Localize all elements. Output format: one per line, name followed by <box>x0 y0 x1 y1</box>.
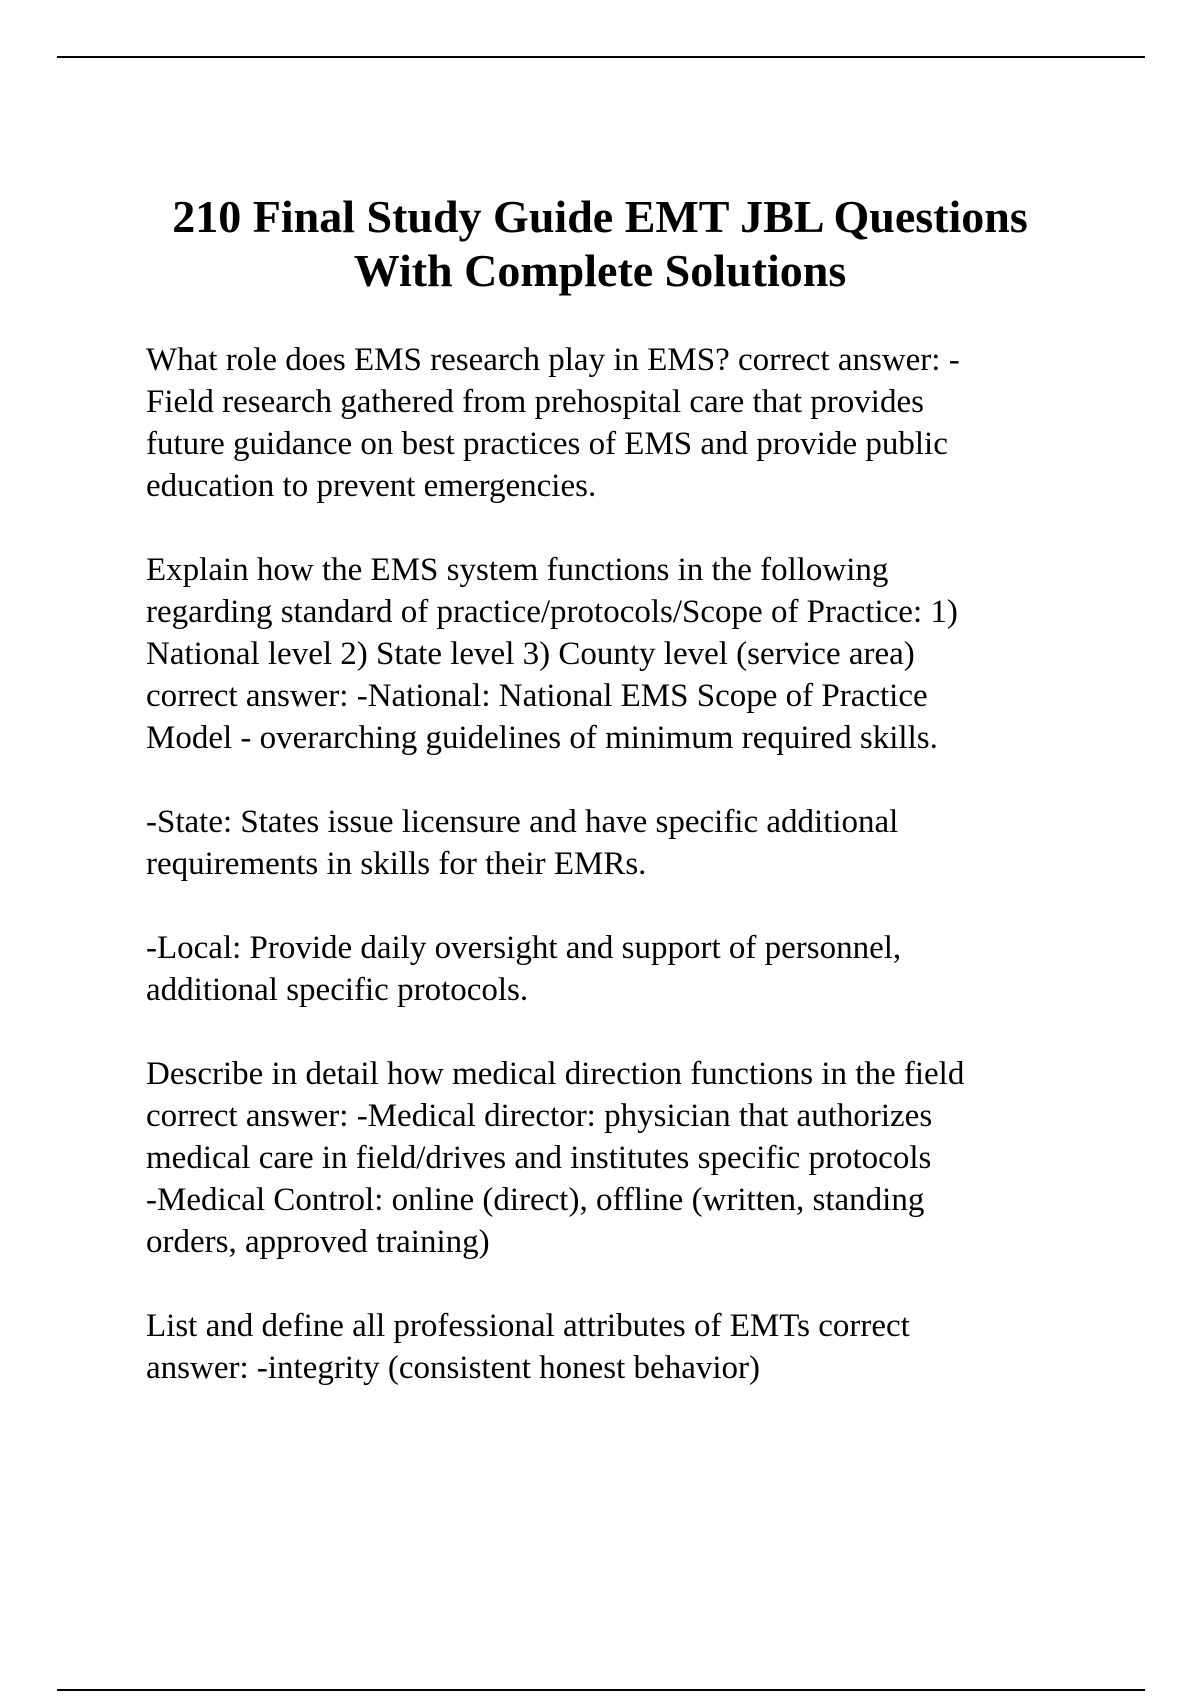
text-line: correct answer: -Medical director: physician that authorizes <box>146 1098 933 1134</box>
paragraph-ems-research <box>146 339 1106 507</box>
title-line: With Complete Solutions <box>353 245 847 296</box>
text-line: Explain how the EMS system functions in the following <box>146 552 889 588</box>
text-line: What role does EMS research play in EMS? correct answer: - <box>146 342 960 378</box>
text-line: medical care in field/drives and institutes specific protocols <box>146 1140 932 1176</box>
text-line: -Local: Provide daily oversight and support of personnel, <box>146 930 902 966</box>
text-line: additional specific protocols. <box>146 972 529 1008</box>
text-line: Field research gathered from prehospital care that provides <box>146 384 924 420</box>
paragraph-ems-system-levels <box>146 549 1106 759</box>
paragraph-professional-attributes <box>146 1305 1106 1389</box>
text-line: answer: -integrity (consistent honest behavior) <box>146 1350 760 1386</box>
text-line: future guidance on best practices of EMS and provide public <box>146 426 948 462</box>
paragraph-local <box>146 927 1106 1011</box>
paragraph-state <box>146 801 1106 885</box>
text-line: Model - overarching guidelines of minimum required skills. <box>146 720 938 756</box>
bottom-rule <box>57 1689 1145 1691</box>
top-rule <box>57 56 1145 58</box>
document-title <box>100 190 1100 298</box>
text-line: Describe in detail how medical direction functions in the field <box>146 1056 965 1092</box>
text-line: education to prevent emergencies. <box>146 468 597 504</box>
text-line: List and define all professional attributes of EMTs correct <box>146 1308 910 1344</box>
paragraph-medical-direction <box>146 1053 1106 1263</box>
text-line: correct answer: -National: National EMS Scope of Practice <box>146 678 928 714</box>
text-line: -Medical Control: online (direct), offline (written, standing <box>146 1182 925 1218</box>
text-line: National level 2) State level 3) County level (service area) <box>146 636 915 672</box>
title-line: 210 Final Study Guide EMT JBL Questions <box>172 191 1028 242</box>
text-line: orders, approved training) <box>146 1224 490 1260</box>
text-line: regarding standard of practice/protocols/Scope of Practice: 1) <box>146 594 958 630</box>
text-line: -State: States issue licensure and have specific additional <box>146 804 899 840</box>
document-body <box>146 339 1106 1431</box>
text-line: requirements in skills for their EMRs. <box>146 846 647 882</box>
